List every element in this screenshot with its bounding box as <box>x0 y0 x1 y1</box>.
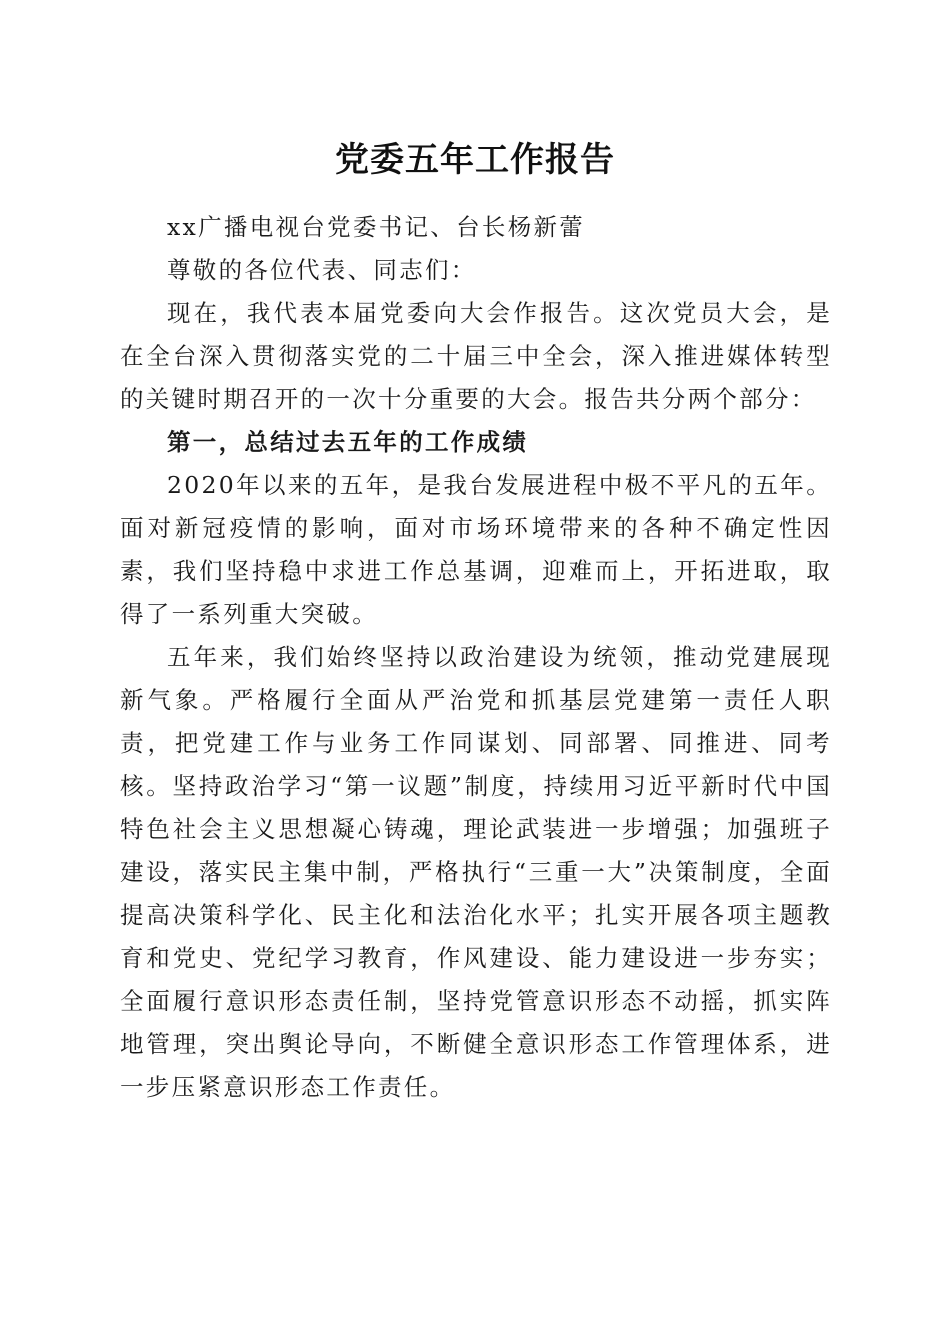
document-title: 党委五年工作报告 <box>335 140 615 180</box>
body-paragraph: 五年来，我们始终坚持以政治建设为统领，推动党建展现新气象。严格履行全面从严治党和抓基层党建第一责任人职责，把党建工作与业务工作同谋划、同部署、同推进、同考核。坚持政治学习“第一议题”制度，持续用习近平新时代中国特色社会主义思想凝心铸魂，理论武装进一步增强；加强班子建设，落实民主集中制，严格执行“三重一大”决策制度，全面提高决策科学化、民主化和法治化水平；扎实开展各项主题教育和党史、党纪学习教育，作风建设、能力建设进一步夯实；全面履行意识形态责任制，坚持党管意识形态不动摇，抓实阵地管理，突出舆论导向，不断健全意识形态工作管理体系，进一步压紧意识形态工作责任。 <box>120 643 832 1101</box>
document-body <box>120 206 832 1109</box>
intro-paragraph: 现在，我代表本届党委向大会作报告。这次党员大会，是在全台深入贯彻落实党的二十届三中全会，深入推进媒体转型的关键时期召开的一次十分重要的大会。报告共分两个部分： <box>120 299 832 413</box>
body-paragraph: 2020年以来的五年，是我台发展进程中极不平凡的五年。面对新冠疫情的影响，面对市场环境带来的各种不确定性因素，我们坚持稳中求进工作总基调，迎难而上，开拓进取，取得了一系列重大突破。 <box>120 471 832 628</box>
salutation: 尊敬的各位代表、同志们： <box>167 256 477 284</box>
author-line: xx广播电视台党委书记、台长杨新蕾 <box>167 213 586 241</box>
section-heading: 第一，总结过去五年的工作成绩 <box>167 428 529 456</box>
